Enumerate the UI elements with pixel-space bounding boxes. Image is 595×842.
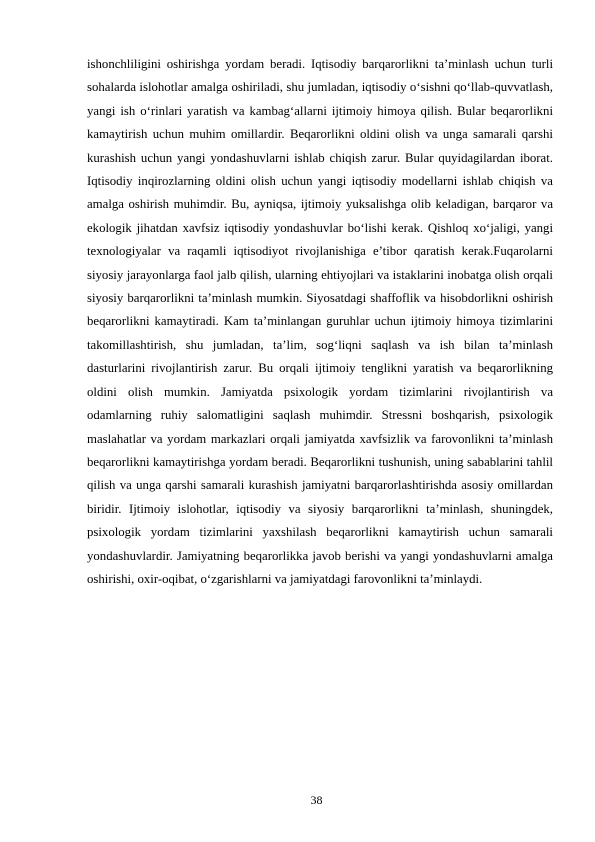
page-number: 38 xyxy=(310,793,323,807)
body-paragraph: ishonchliligini oshirishga yordam beradi. Iqtisodiy barqarorlikni ta’minlash uchun turli sohalarda islohotlar amalga oshiriladi, shu jumladan, iqtisodiy o‘sishni qo‘llab-quvvatlash, yangi ish o‘rinlari yaratish va kambag‘allarni ijtimoiy himoya qilish. Bular beqarorlikni kamaytirish uchun muhim omillardir. Beqarorlikni oldini olish va unga samarali qarshi kurashish uchun yangi yondashuvlarni ishlab chiqish zarur. Bular quyidagilardan iborat. Iqtisodiy inqirozlarning oldini olish uchun yangi iqtisodiy modellarni ishlab chiqish va amalga oshirish muhimdir. Bu, ayniqsa, ijtimoiy yuksalishga olib keladigan, barqaror va ekologik jihatdan xavfsiz iqtisodiy yondashuvlar bo‘lishi kerak. Qishloq xo‘jaligi, yangi texnologiyalar va raqamli iqtisodiyot rivojlanishiga e’tibor qaratish kerak.Fuqarolarni siyosiy jarayonlarga faol jalb qilish, ularning ehtiyojlari va istaklarini inobatga olish orqali siyosiy barqarorlikni ta’minlash mumkin. Siyosatdagi shaffoflik va hisobdorlikni oshirish beqarorlikni kamaytiradi. Kam ta’minlangan guruhlar uchun ijtimoiy himoya tizimlarini takomillashtirish, shu jumladan, ta’lim, sog‘liqni saqlash va ish bilan ta’minlash dasturlarini rivojlantirish zarur. Bu orqali ijtimoiy tenglikni yaratish va beqarorlikning oldini olish mumkin. Jamiyatda psixologik yordam tizimlarini rivojlantirish va odamlarning ruhiy salomatligini saqlash muhimdir. Stressni boshqarish, psixologik maslahatlar va yordam markazlari orqali jamiyatda xavfsizlik va farovonlikni ta’minlash beqarorlikni kamaytirishga yordam beradi. Beqarorlikni tushunish, uning sabablarini tahlil qilish va unga qarshi samarali kurashish jamiyatni barqarorlashtirishda asosiy omillardan biridir. Ijtimoiy islohotlar, iqtisodiy va siyosiy barqarorlikni ta’minlash, shuningdek, psixologik yordam tizimlarini yaxshilash beqarorlikni kamaytirish uchun samarali yondashuvlardir. Jamiyatning beqarorlikka javob berishi va yangi yondashuvlarni amalga oshirishi, oxir-oqibat, o‘zgarishlarni va jamiyatdagi farovonlikni ta’minlaydi. xyxy=(87,57,553,586)
